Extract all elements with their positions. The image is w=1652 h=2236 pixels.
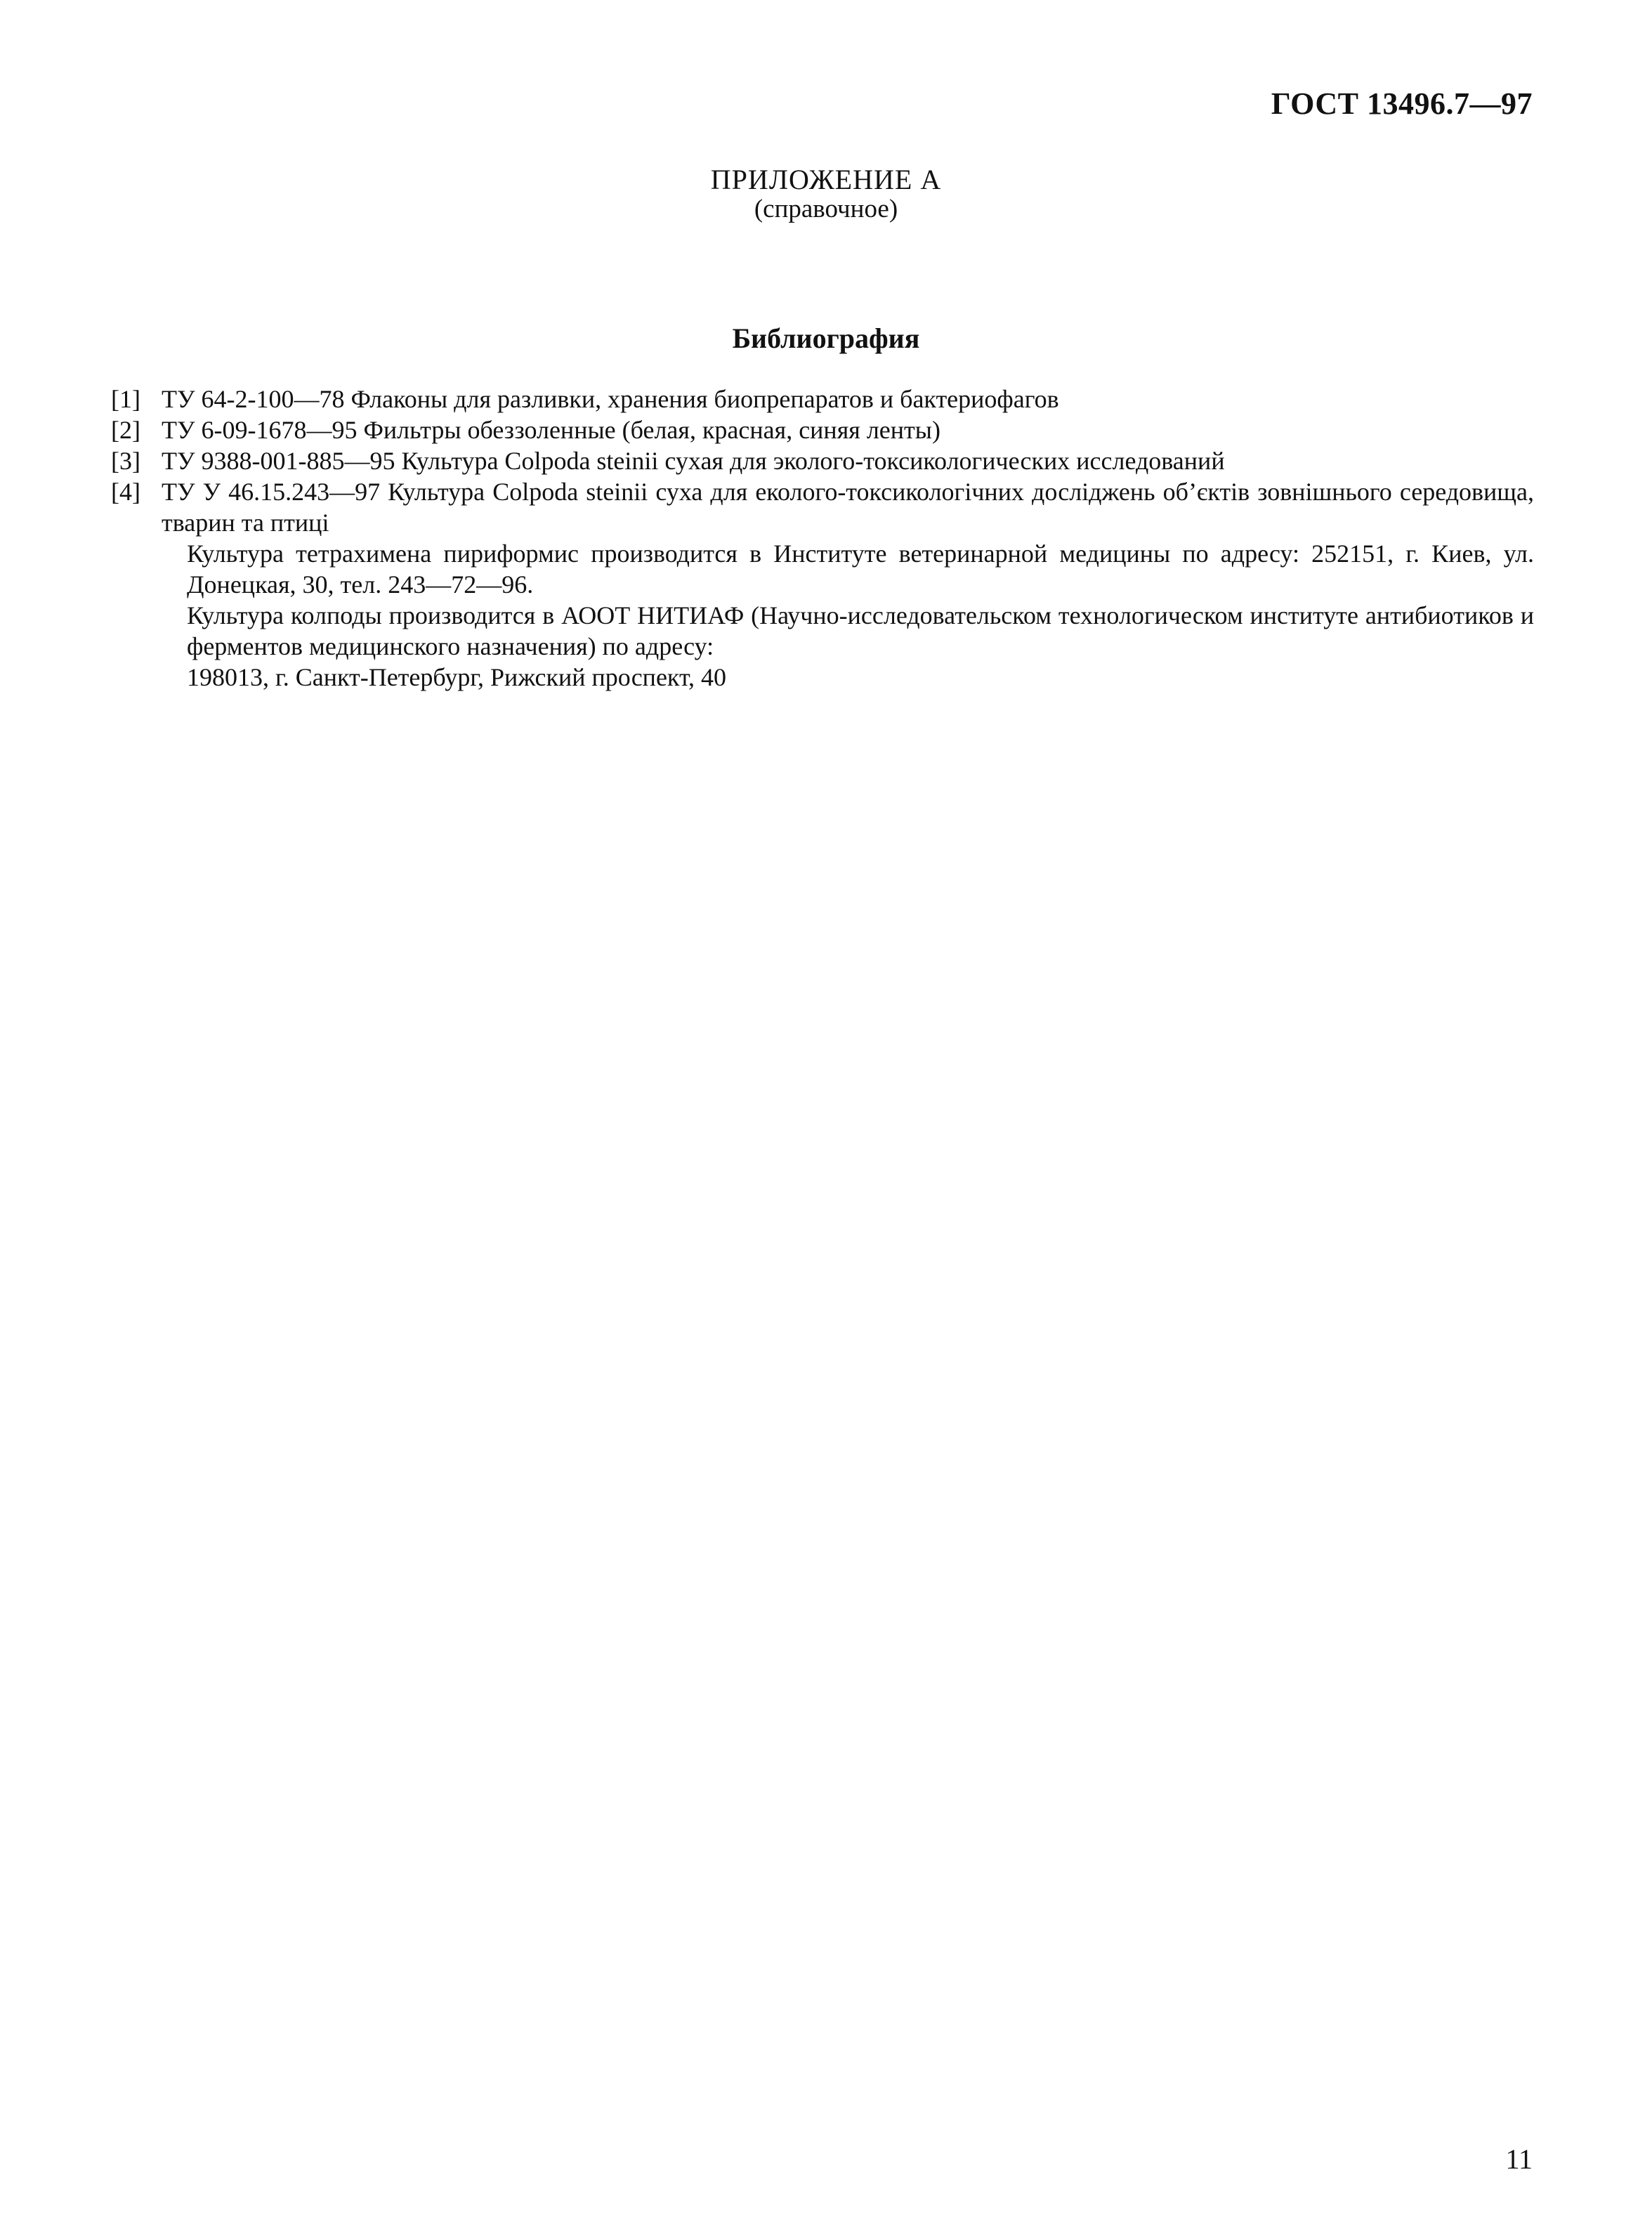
standard-code-header: ГОСТ 13496.7—97 [1271,86,1533,121]
bibliography-note: Культура колподы производится в АООТ НИТИАФ (Научно-исследовательском технологическом институте антибиотиков и ферментов медицинского назначения) по адресу: [187,601,1534,660]
bibliography-entry-number: [3] [111,447,140,475]
bibliography-entry-text: ТУ 6-09-1678—95 Фильтры обеззоленные (белая, красная, синяя ленты) [162,416,940,444]
bibliography-entry-text: ТУ У 46.15.243—97 Культура Colpoda steinii суха для еколого-токсикологічних досліджень об’єктів зовнішнього середовища, тварин та птиці [162,478,1534,537]
appendix-title: ПРИЛОЖЕНИЕ А [710,164,942,195]
section-title: Библиография [732,322,920,354]
bibliography-list [111,384,1534,693]
bibliography-entry [111,384,1534,414]
bibliography-note: 198013, г. Санкт-Петербург, Рижский проспект, 40 [187,663,726,691]
bibliography-entry-number: [2] [111,416,140,444]
bibliography-entry-number: [4] [111,478,140,506]
appendix-subtitle: (справочное) [754,195,898,223]
page-number: 11 [1505,2143,1533,2175]
bibliography-note: Культура тетрахимена пириформис производится в Институте ветеринарной медицины по адресу: 252151, г. Киев, ул. Донецкая, 30, тел. 243—72—96. [187,540,1534,599]
bibliography-entry [111,445,1534,476]
bibliography-entry-number: [1] [111,385,140,413]
bibliography-entry-text: ТУ 64-2-100—78 Флаконы для разливки, хранения биопрепаратов и бактериофагов [162,385,1059,413]
bibliography-entry [111,476,1534,538]
bibliography-entry [111,414,1534,445]
bibliography-entry-text: ТУ 9388-001-885—95 Культура Colpoda steinii сухая для эколого-токсикологических исследований [162,447,1225,475]
